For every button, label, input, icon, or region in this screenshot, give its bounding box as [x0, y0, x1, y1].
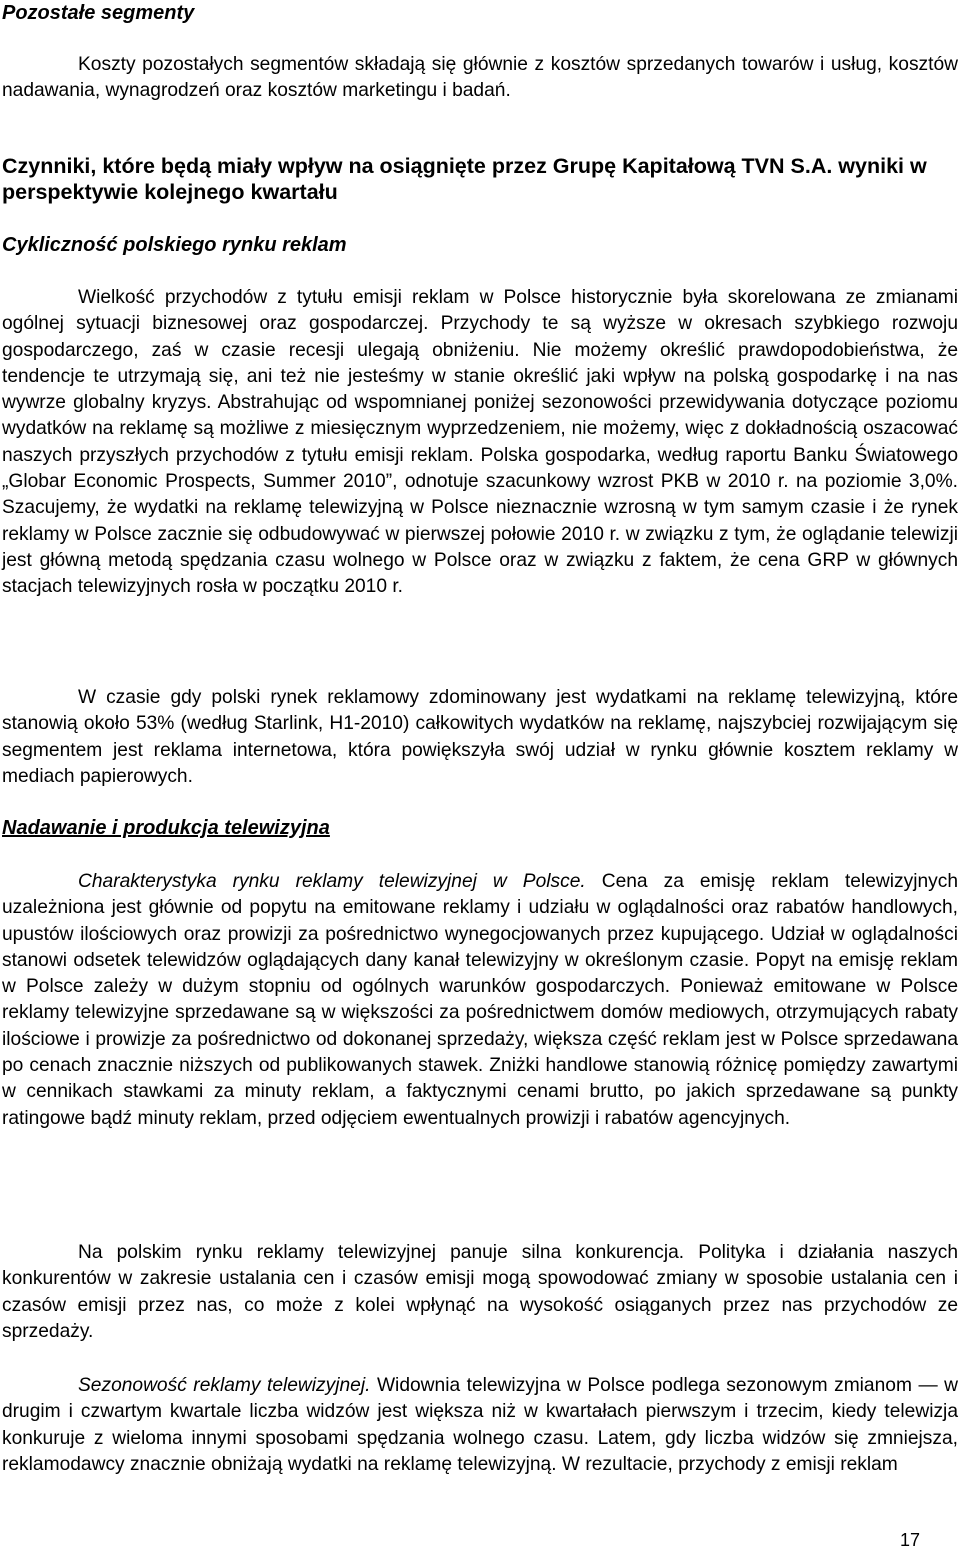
paragraph-tv-ad-market-share: W czasie gdy polski rynek reklamowy zdominowany jest wydatkami na reklamę telewizyjną, które stanowią około 53% (według Starlink, H1-2010) całkowitych wydatków na reklamę, najszybciej rozwijającym się segmentem jest reklama internetowa, która powiększyła swój udział w rynku głównie kosztem reklamy w mediach papierowych. [2, 687, 958, 787]
paragraph-body-characteristics: Cena za emisję reklam telewizyjnych uzależniona jest głównie od popytu na emitowane reklamy i udziału w oglądalności oraz rabatów handlowych, upustów ilościowych oraz prowizji za pośrednictwo wynegocjowanych przez kupującego. Udział w oglądalności stanowi odsetek telewidzów oglądających dany kanał telewizyjny w określonym czasie. Popyt na emisję reklam w Polsce zależy w dużym stopniu od ogólnych warunków gospodarczych. Ponieważ emitowane w Polsce reklamy telewizyjne sprzedawane są w większości za pośrednictwem domów mediowych, otrzymujących rabaty ilościowe i prowizje za pośrednictwo od dokonanej sprzedaży, większa część reklam jest w Polsce sprzedawana po cenach znacznie niższych od publikowanych stawek. Zniżki handlowe stanowią różnicę pomiędzy zawartymi w cennikach stawkami za minuty reklam, a faktycznymi cenami brutto, po jakich sprzedawane są punkty ratingowe bądź minuty reklam, przed odjęciem ewentualnych prowizji i rabatów agencyjnych. [2, 871, 958, 1129]
page-number: 17 [899, 1530, 920, 1550]
paragraph-seasonality [2, 1373, 958, 1478]
paragraph-other-segments-costs: Koszty pozostałych segmentów składają się głównie z kosztów sprzedanych towarów i usług, kosztów nadawania, wynagrodzeń oraz kosztów marketingu i badań. [2, 54, 958, 102]
heading-factors-next-quarter: Czynniki, które będą miały wpływ na osiągnięte przez Grupę Kapitałową TVN S.A. wyniki w perspektywie kolejnego kwartału [2, 154, 927, 204]
subheading-ad-market-cyclicality: Cykliczność polskiego rynku reklam [2, 234, 347, 256]
paragraph-lead-seasonality: Sezonowość reklamy telewizyjnej. [78, 1375, 371, 1396]
section-title-other-segments: Pozostałe segmenty [2, 2, 195, 24]
paragraph-body-seasonality: Widownia telewizyjna w Polsce podlega sezonowym zmianom — w drugim i czwartym kwartale liczba widzów jest większa niż w kwartałach pierwszym i trzecim, kiedy telewizja konkuruje z wieloma innymi sposobami spędzania wolnego czasu. Latem, gdy liczba widzów się zmniejsza, reklamodawcy znacznie obniżają wydatki na reklamę telewizyjną. W rezultacie, przychody z emisji reklam [2, 1375, 959, 1475]
paragraph-tv-ad-market-characteristics [2, 869, 958, 1132]
heading-broadcasting-production: Nadawanie i produkcja telewizyjna [2, 817, 330, 839]
paragraph-ad-market-cyclicality: Wielkość przychodów z tytułu emisji reklam w Polsce historycznie była skorelowana ze zmianami ogólnej sytuacji biznesowej oraz gospodarczej. Przychody te są wyższe w okresach szybkiego rozwoju gospodarczego, zaś w czasie recesji ulegają obniżeniu. Nie możemy określić prawdopodobieństwa, że tendencje te utrzymają się, ani też nie jesteśmy w stanie określić jaki wpływ na polską gospodarkę i na nas wywrze globalny kryzys. Abstrahując od wspomnianej poniżej sezonowości przewidywania dotyczące poziomu wydatków na reklamę są możliwe z miesięcznym wyprzedzeniem, nie możemy, więc z dokładnością oszacować naszych przyszłych przychodów z tytułu emisji reklam. Polska gospodarka, według raportu Banku Światowego „Globar Economic Prospects, Summer 2010”, odnotuje szacunkowy wzrost PKB w 2010 r. na poziomie 3,0%. Szacujemy, że wydatki na reklamę telewizyjną w Polsce nieznacznie wzrosną w tym samym czasie i że rynek reklamy w Polsce zacznie się odbudowywać w pierwszej połowie 2010 r. w związku z tym, że oglądanie telewizji jest główną metodą spędzania czasu wolnego w Polsce oraz w związku z faktem, że cena GRP w głównych stacjach telewizyjnych rosła w początku 2010 r. [2, 287, 958, 598]
paragraph-competition: Na polskim rynku reklamy telewizyjnej panuje silna konkurencja. Polityka i działania naszych konkurentów w zakresie ustalania cen i czasów emisji mogą spowodować zmiany w sposobie ustalania cen i czasów emisji przez nas, co może z kolei wpłynąć na wysokość osiąganych przez nas przychodów ze sprzedaży. [2, 1242, 958, 1342]
paragraph-lead-characteristics: Charakterystyka rynku reklamy telewizyjnej w Polsce. [78, 871, 586, 892]
